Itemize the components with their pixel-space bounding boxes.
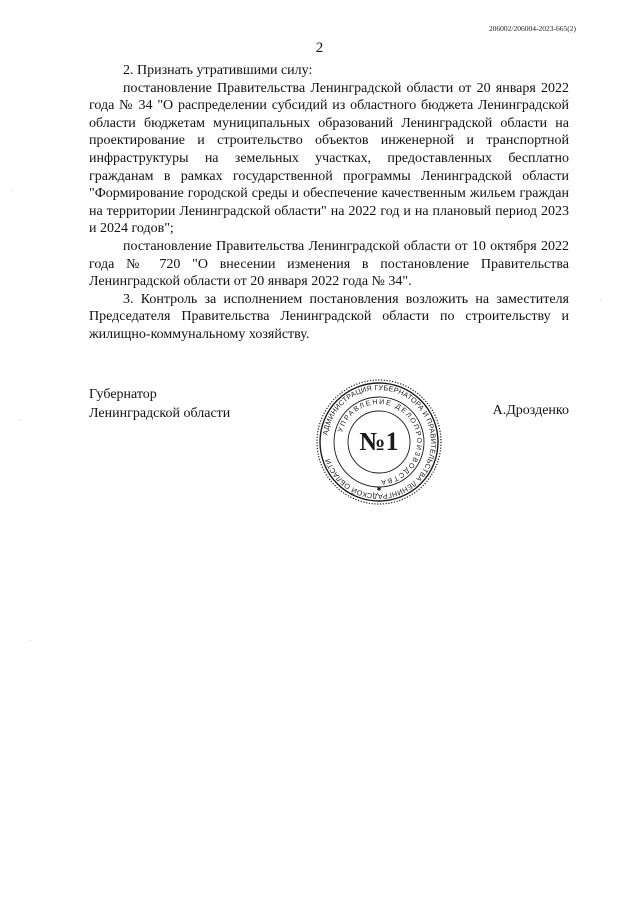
paragraph-repealed-resolution-720: постановление Правительства Ленинградской области от 10 октября 2022 года № 720 "О внесении изменения в постановление Правительства Ленинградской области от 20 января 2022 года № 34". (89, 238, 569, 290)
paragraph-item-2: 2. Признать утратившими силу: (123, 63, 313, 78)
scan-artifact (20, 420, 21, 421)
paragraph-item-3: 3. Контроль за исполнением постановления возложить на заместителя Председателя Правительства Ленинградской области по строительству и жилищно-коммунальному хозяйству. (89, 291, 569, 342)
signature-title-line-1: Губернатор (89, 387, 157, 402)
seal-number: №1 (359, 427, 399, 456)
document-reference-number: 206002/206004-2023-665(2) (488, 24, 576, 33)
seal-inner-text: УПРАВЛЕНИЕ ДЕЛОПРОИЗВОДСТВА (337, 398, 423, 486)
scan-artifact (12, 190, 13, 191)
signatory-name: А.Дрозденко (492, 403, 569, 418)
paragraph-repealed-resolution-34: постановление Правительства Ленинградской области от 20 января 2022 года № 34 "О распределении субсидий из областного бюджета Ленинградской области бюджетам муниципальных образований Ленинградской области на проектирование и строительство объектов инженерной и транспортной инфраструктуры на земельных участках, предоставленных бесплатно гражданам в рамках государственной программы Ленинградской области "Формирование городской среды и обеспечение качественным жильем граждан на территории Ленинградской области" на 2022 год и на плановый период 2023 и 2024 годов"; (89, 80, 569, 237)
seal-star-icon: ✱ (376, 486, 382, 493)
seal-outer-text: АДМИНИСТРАЦИЯ ГУБЕРНАТОРА И ПРАВИТЕЛЬСТВА ЛЕНИНГРАДСКОЙ ОБЛАСТИ (320, 382, 439, 502)
scan-artifact (30, 640, 31, 641)
scan-artifact (600, 300, 601, 301)
signature-title-line-2: Ленинградской области (89, 406, 231, 421)
document-body (89, 62, 569, 344)
page-number: 2 (315, 40, 324, 56)
official-seal (315, 378, 443, 506)
